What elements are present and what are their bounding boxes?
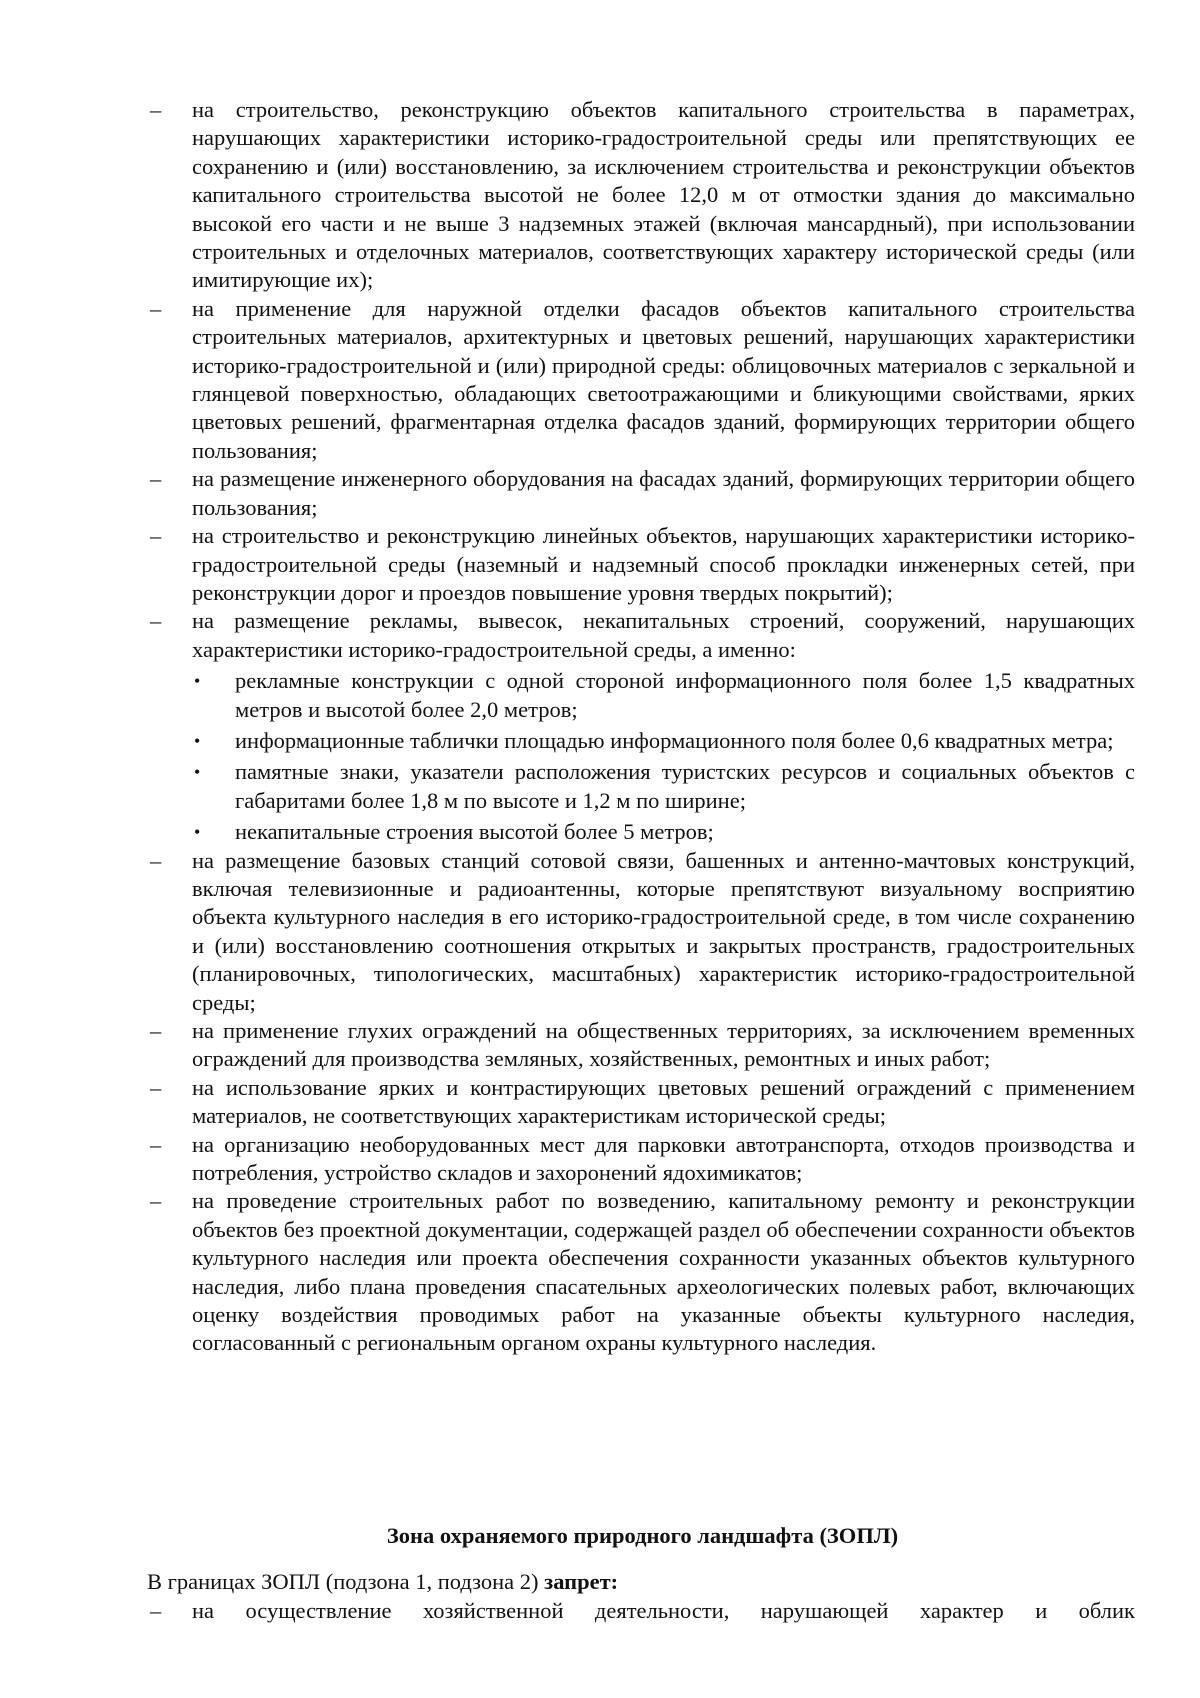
sub-list-item: [192, 818, 1135, 846]
sub-list-item-text: некапитальные строения высотой более 5 метров;: [235, 819, 714, 845]
bullet-marker: •: [194, 822, 201, 843]
list-item-text: на применение глухих ограждений на общественных территориях, за исключением временных ограждений для производства земляных, хозяйственных, ремонтных и иных работ;: [192, 1018, 1135, 1072]
zone-prohibitions-list: [150, 1597, 1135, 1625]
bullet-marker: •: [194, 730, 201, 751]
list-item: [150, 1131, 1135, 1188]
dash-marker: –: [150, 1188, 162, 1214]
list-item: [150, 847, 1135, 1017]
zone-intro: [147, 1568, 1137, 1596]
list-item-text: на организацию необорудованных мест для парковки автотранспорта, отходов производства и потребления, устройство складов и захоронений ядохимикатов;: [192, 1131, 1135, 1186]
list-item: [150, 1017, 1135, 1074]
list-item: [150, 1074, 1135, 1131]
list-item: [150, 465, 1135, 522]
dash-marker: –: [150, 1598, 162, 1623]
zone-intro-text: В границах ЗОПЛ (подзона 1, подзона 2): [147, 1569, 539, 1594]
list-item-text: на строительство, реконструкцию объектов капитального строительства в параметрах, нарушающих характеристики историко-градостроительной среды или препятствующих ее сохранению и (или) восстановлению, за исключением строительства и реконструкции объектов капитального строительства высотой не более 12,0 м от отмостки здания до максимально высокой его части и не выше 3 надземных этажей (включая мансардный), при использовании строительных и отделочных материалов, соответствующих характеру исторической среды (или имитирующие их);: [192, 97, 1135, 293]
list-item: [150, 522, 1135, 607]
dash-marker: –: [150, 295, 162, 321]
zone-intro-bold: запрет:: [544, 1569, 619, 1594]
sub-list-item-text: рекламные конструкции с одной стороной информационного поля более 1,5 квадратных метров и высотой более 2,0 метров;: [235, 668, 1135, 722]
zone-heading: Зона охраняемого природного ландшафта (ЗОПЛ): [386, 1523, 899, 1548]
dash-marker: –: [150, 1018, 162, 1043]
list-item: [150, 1597, 1135, 1625]
list-item-text: на осуществление хозяйственной деятельности, нарушающей характер и облик: [192, 1598, 1135, 1623]
list-item-text: на размещение рекламы, вывесок, некапитальных строений, сооружений, нарушающих характеристики историко-градостроительной среды, а именно:: [192, 608, 1135, 662]
dash-marker: –: [150, 1074, 162, 1100]
list-item-advertising: [150, 607, 1135, 846]
list-item-text: на размещение инженерного оборудования на фасадах зданий, формирующих территории общего пользования;: [192, 466, 1135, 520]
list-item-text: на строительство и реконструкцию линейных объектов, нарушающих характеристики историко-градостроительной среды (наземный и надземный способ прокладки инженерных сетей, при реконструкции дорог и проездов повышение уровня твердых покрытий);: [192, 523, 1135, 605]
dash-marker: –: [150, 97, 162, 122]
list-item-text: на проведение строительных работ по возведению, капитальному ремонту и реконструкции объектов без проектной документации, содержащей раздел об обеспечении сохранности объектов культурного наследия или проекта обеспечения сохранности указанных объектов культурного наследия, либо плана проведения спасательных археологических полевых работ, включающих оценку воздействия проводимых работ на указанные объекты культурного наследия, согласованный с региональным органом охраны культурного наследия.: [192, 1188, 1135, 1356]
dash-marker: –: [150, 523, 162, 549]
dash-marker: –: [150, 847, 162, 873]
list-item-text: на использование ярких и контрастирующих цветовых решений ограждений с применением материалов, не соответствующих характеристикам исторической среды;: [192, 1074, 1135, 1129]
list-item-text: на применение для наружной отделки фасадов объектов капитального строительства строительных материалов, архитектурных и цветовых решений, нарушающих характеристики историко-градостроительной и (или) природной среды: облицовочных материалов с зеркальной и глянцевой поверхностью, обладающих светоотражающими и бликующими свойствами, ярких цветовых решений, фрагментарная отделка фасадов зданий, формирующих территории общего пользования;: [192, 295, 1135, 463]
sub-list-item: [192, 667, 1135, 724]
bullet-marker: •: [194, 762, 201, 783]
dash-marker: –: [150, 1131, 162, 1157]
sub-list-item: [192, 758, 1135, 815]
dash-marker: –: [150, 608, 162, 634]
dash-marker: –: [150, 466, 162, 492]
prohibitions-list: [150, 96, 1135, 1358]
sub-list-item-text: информационные таблички площадью информационного поля более 0,6 квадратных метра;: [235, 727, 1114, 753]
bullet-marker: •: [194, 671, 201, 692]
list-item: [150, 1187, 1135, 1357]
sub-list-item-text: памятные знаки, указатели расположения туристских ресурсов и социальных объектов с габаритами более 1,8 м по высоте и 1,2 м по ширине;: [235, 759, 1135, 813]
advertising-sub-list: [192, 667, 1135, 846]
list-item-text: на размещение базовых станций сотовой связи, башенных и антенно-мачтовых конструкций, включая телевизионные и радиоантенны, которые препятствуют визуальному восприятию объекта культурного наследия в его историко-градостроительной среде, в том числе сохранению и (или) восстановлению соотношения открытых и закрытых пространств, градостроительных (планировочных, типологических, масштабных) характеристик историко-градостроительной среды;: [192, 847, 1135, 1015]
list-item: [150, 295, 1135, 465]
list-item: [150, 96, 1135, 295]
sub-list-item: [192, 727, 1135, 755]
